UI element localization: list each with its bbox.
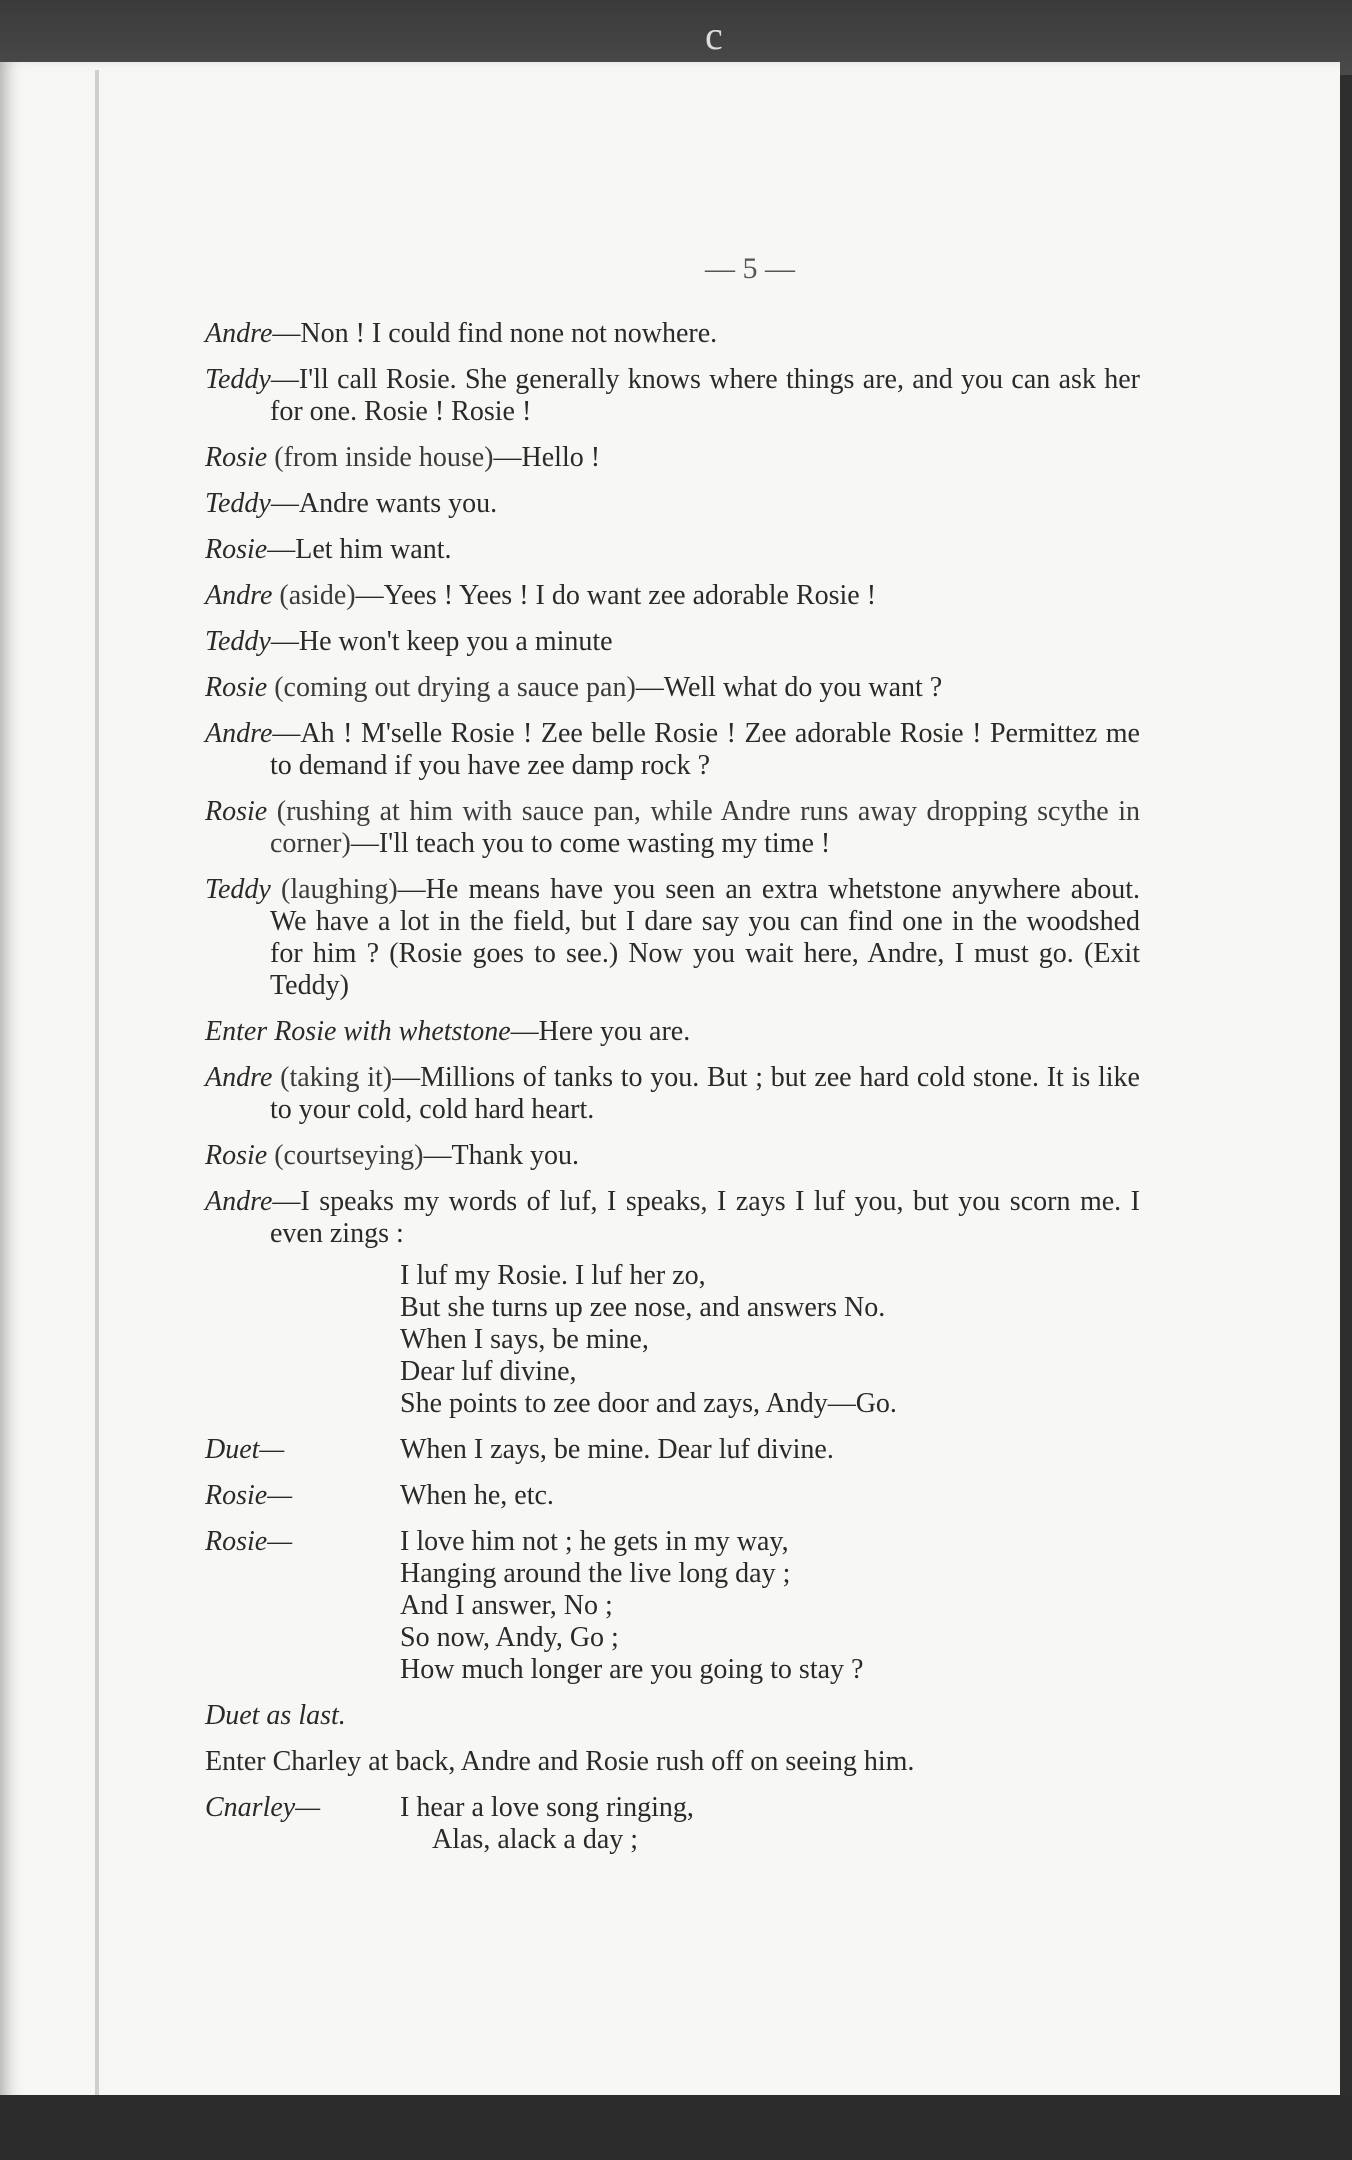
speech-line	[205, 1186, 1140, 1250]
speech-line	[205, 1140, 1140, 1172]
speaker-name: Teddy	[205, 364, 271, 395]
dash-separator: —	[397, 874, 426, 905]
speaker-name: Rosie	[205, 1140, 268, 1171]
speech-text: Hello !	[521, 442, 601, 473]
dash-separator: —	[392, 1062, 421, 1093]
song-line: She points to zee door and zays, Andy—Go.	[400, 1388, 897, 1419]
song-line: Dear luf divine,	[400, 1356, 577, 1387]
dash-separator: —	[493, 442, 522, 473]
speech-line	[205, 1062, 1140, 1126]
speech-text: Thank you.	[451, 1140, 580, 1171]
song-line: But she turns up zee nose, and answers No.	[400, 1292, 886, 1323]
speaker-name: Enter Rosie with whetstone	[205, 1016, 511, 1047]
speaker-name: Rosie	[205, 672, 268, 703]
speech-text: Well what do you want ?	[663, 672, 943, 703]
dash-separator: —	[272, 318, 301, 349]
speech-list	[205, 318, 1140, 1250]
speech-text: Non ! I could find none not nowhere.	[300, 318, 718, 349]
speech-line	[205, 1016, 1140, 1048]
speaker-name: Teddy	[205, 626, 271, 657]
speech-text: Yees ! Yees ! I do want zee adorable Rosie !	[383, 580, 877, 611]
speech-text: Andre wants you.	[298, 488, 498, 519]
speech-text: He won't keep you a minute	[298, 626, 613, 657]
song-line: I love him not ; he gets in my way,	[400, 1526, 789, 1557]
speaker-name: Andre	[205, 1186, 273, 1217]
rosie-song	[400, 1526, 1140, 1686]
speaker-name: Andre	[205, 718, 273, 749]
dash-separator: —	[635, 672, 664, 703]
duet-row	[205, 1434, 1140, 1466]
speech-text: He means have you seen an extra whetstone anywhere about. We have a lot in the field, but I dare say you can find one in the woodshed for him ? (Rosie goes to see.) Now you wait here, Andre, I must go. (Exit Teddy)	[270, 874, 1140, 1001]
song-line: And I answer, No ;	[400, 1590, 613, 1621]
speaker-name: Andre	[205, 1062, 273, 1093]
speech-line	[205, 874, 1140, 1002]
speech-line	[205, 672, 1140, 704]
speech-line	[205, 318, 1140, 350]
speech-text: Here you are.	[538, 1016, 691, 1047]
dash-separator: —	[272, 718, 301, 749]
speaker-name: Teddy	[205, 874, 271, 905]
charley-row	[205, 1792, 1140, 1856]
dash-separator: —	[267, 534, 296, 565]
stage-direction: Enter Charley at back, Andre and Rosie rush off on seeing him.	[205, 1746, 915, 1777]
duet-label: Duet—	[205, 1434, 285, 1465]
stage-direction-inline: (rushing at him with sauce pan, while Andre runs away dropping scythe in corner)	[267, 796, 1140, 859]
speech-line	[205, 534, 1140, 566]
duet-as-last: Duet as last.	[205, 1700, 346, 1731]
play-text	[205, 318, 1140, 1870]
song-line: I hear a love song ringing,	[400, 1792, 694, 1823]
rosie-label: Rosie—	[205, 1526, 293, 1557]
speaker-name: Andre	[205, 318, 273, 349]
song-line: When I says, be mine,	[400, 1324, 649, 1355]
dash-separator: —	[423, 1140, 452, 1171]
dash-separator: —	[270, 364, 299, 395]
speaker-name: Rosie	[205, 534, 268, 565]
stage-direction-inline: (taking it)	[272, 1062, 393, 1093]
scan-mark: c	[705, 13, 723, 58]
speaker-name: Rosie	[205, 442, 268, 473]
speech-line	[205, 580, 1140, 612]
scan-bottom-edge	[0, 2095, 1352, 2160]
speech-text: Let him want.	[295, 534, 452, 565]
duet-text: When I zays, be mine. Dear luf divine.	[400, 1434, 834, 1465]
speaker-name: Rosie	[205, 796, 268, 827]
dash-separator: —	[270, 626, 299, 657]
stage-direction-inline: (from inside house)	[267, 442, 494, 473]
rosie-label: Rosie—	[205, 1480, 293, 1511]
stage-direction-inline: (courtseying)	[267, 1140, 424, 1171]
dash-separator: —	[355, 580, 384, 611]
speech-line	[205, 364, 1140, 428]
dash-separator: —	[350, 828, 379, 859]
speech-line	[205, 718, 1140, 782]
rosie-text: When he, etc.	[400, 1480, 554, 1511]
speech-line	[205, 626, 1140, 658]
speech-text: Ah ! M'selle Rosie ! Zee belle Rosie ! Zee adorable Rosie ! Permittez me to demand if you have zee damp rock ?	[270, 718, 1140, 781]
page-number: — 5 —	[705, 252, 795, 285]
stage-direction-inline: (laughing)	[270, 874, 398, 905]
speech-text: I'll teach you to come wasting my time !	[378, 828, 831, 859]
dash-separator: —	[270, 488, 299, 519]
dash-separator: —	[510, 1016, 539, 1047]
charley-label: Cnarley—	[205, 1792, 321, 1823]
speech-line	[205, 488, 1140, 520]
stage-direction-inline: (aside)	[272, 580, 356, 611]
speaker-name: Andre	[205, 580, 273, 611]
speech-text: Millions of tanks to you. But ; but zee hard cold stone. It is like to your cold, cold hard heart.	[270, 1062, 1140, 1125]
charley-song	[400, 1792, 1140, 1856]
rosie-row-1	[205, 1480, 1140, 1512]
speech-text: I speaks my words of luf, I speaks, I zays I luf you, but you scorn me. I even zings :	[270, 1186, 1140, 1249]
song-line: I luf my Rosie. I luf her zo,	[400, 1260, 706, 1291]
page-spine	[95, 70, 99, 2095]
rosie-row-2	[205, 1526, 1140, 1686]
speech-line	[205, 796, 1140, 860]
stage-direction-inline: (coming out drying a sauce pan)	[267, 672, 636, 703]
speech-text: I'll call Rosie. She generally knows where things are, and you can ask her for one. Rosie ! Rosie !	[270, 364, 1140, 427]
speaker-name: Teddy	[205, 488, 271, 519]
song-andre	[400, 1260, 1140, 1420]
speech-line	[205, 442, 1140, 474]
song-line: How much longer are you going to stay ?	[400, 1654, 864, 1685]
song-line: So now, Andy, Go ;	[400, 1622, 619, 1653]
song-line: Hanging around the live long day ;	[400, 1558, 791, 1589]
dash-separator: —	[272, 1186, 301, 1217]
song-line: Alas, alack a day ;	[432, 1824, 639, 1855]
